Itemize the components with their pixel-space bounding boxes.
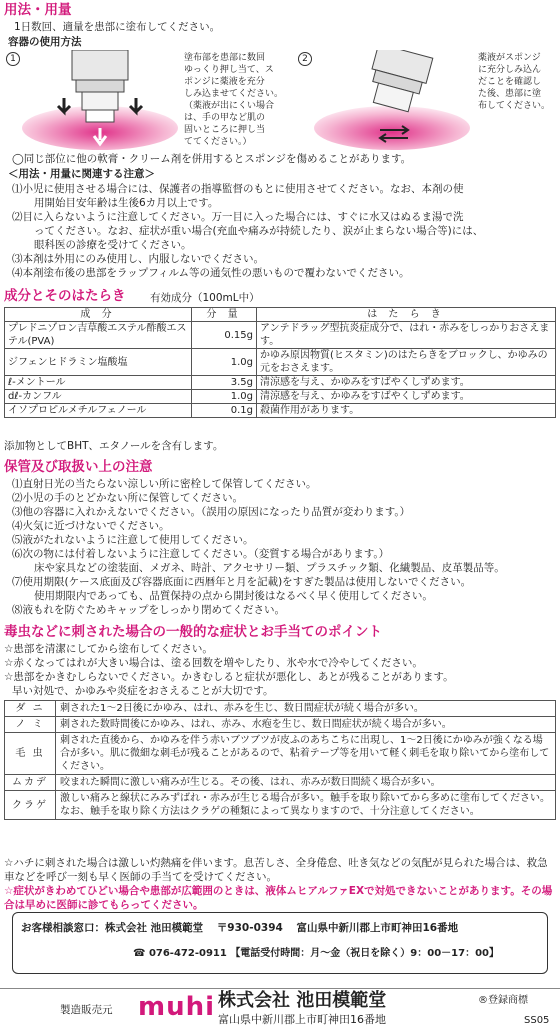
ingredient-name: ジフェンヒドラミン塩酸塩 <box>5 349 192 376</box>
ingredient-amount: 1.0g <box>192 390 257 404</box>
footer-company: 株式会社 池田模範堂 <box>218 990 387 1011</box>
step1-illustration <box>20 50 180 150</box>
storage-item: ⑵小児の手のとどかない所に保管してください。 <box>12 492 243 504</box>
ingredient-action: 殺菌作用があります。 <box>257 404 556 418</box>
ingredients-title: 成分とそのはたらき <box>4 288 126 304</box>
caution-line: ⑷本剤塗布後の患部をラップフィルム等の通気性の悪いもので覆わないでください。 <box>12 267 410 279</box>
maker-label: 製造販売元 <box>60 1004 113 1016</box>
step2-line: だことを確認し <box>478 77 542 87</box>
consult-line1 <box>21 921 458 935</box>
ingredient-name: イソプロピルメチルフェノール <box>5 404 192 418</box>
insect-desc: 刺された数時間後にかゆみ、はれ、赤み、水疱を生じ、数日間症状が続く場合が多い。 <box>56 717 556 733</box>
insect-name: ムカデ <box>5 775 56 791</box>
storage-item: ⑷火気に近づけないでください。 <box>12 520 170 532</box>
ingredient-action: 清涼感を与え、かゆみをすばやくしずめます。 <box>257 390 556 404</box>
insect-point: 早い対処で、かゆみや炎症をおさえることが大切です。 <box>12 685 274 697</box>
insect-name: ノ ミ <box>5 717 56 733</box>
step1-line: （薬液が出にくい場合 <box>184 101 275 111</box>
step1-line: ててください。） <box>184 137 252 147</box>
storage-list <box>12 477 558 617</box>
ingredients-additive: 添加物としてBHT、エタノールを含有します。 <box>4 440 224 452</box>
usage-caution-title: ＜用法・用量に関連する注意＞ <box>8 168 155 180</box>
step2-line: た後、患部に塗 <box>478 89 542 99</box>
consult-line2 <box>133 947 499 961</box>
step2-illustration <box>312 50 472 150</box>
consult-hours: 【電話受付時間：月～金（祝日を除く）9：00－17：00】 <box>230 948 500 959</box>
consult-phone: ☎ 076-472-0911 <box>133 948 227 959</box>
muhi-logo: muhi <box>138 992 216 1022</box>
table-row <box>5 322 556 349</box>
caution-line: 用開始目安年齢は生後6カ月以上です。 <box>34 197 219 209</box>
footer-address: 富山県中新川郡上市町神田16番地 <box>218 1013 386 1026</box>
ingredient-name: プレドニゾロン吉草酸エステル酢酸エステル(PVA) <box>5 322 192 349</box>
footer-divider <box>0 988 560 989</box>
ingredient-action: アンテドラッグ型抗炎症成分で、はれ・赤みをしっかりおさえます。 <box>257 322 556 349</box>
storage-item: 使用期限内であっても、品質保持の点から開封後はなるべく早く使用してください。 <box>34 590 433 602</box>
step2-number: 2 <box>298 52 312 66</box>
caution-line: ⑶本剤は外用にのみ使用し、内服しないでください。 <box>12 253 264 265</box>
warning-note: ☆症状がきわめてひどい場合や患部が広範囲のときは、液体ムヒアルファEXで対処できないことがあります。その場合は早めに医師に診てもらってください。 <box>4 885 553 911</box>
ingredient-amount: 0.15g <box>192 322 257 349</box>
table-row <box>5 733 556 775</box>
step2-text <box>478 52 558 112</box>
table-row <box>5 349 556 376</box>
header-amount: 分 量 <box>192 308 257 322</box>
insect-point: ☆患部を清潔にしてから塗布してください。 <box>4 643 213 655</box>
ingredient-action: かゆみ原因物質(ヒスタミン)のはたらきをブロックし、かゆみの元をおさえます。 <box>257 349 556 376</box>
storage-item: ⑹次の物には付着しないように注意してください。（変質する場合があります。） <box>12 548 390 560</box>
ingredient-name: dℓ-カンフル <box>5 390 192 404</box>
container-title: 容器の使用方法 <box>8 36 82 48</box>
ingredient-amount: 0.1g <box>192 404 257 418</box>
table-header-row <box>5 308 556 322</box>
ingredient-amount: 1.0g <box>192 349 257 376</box>
step1-line: ポンジに薬液を充分 <box>184 77 265 87</box>
usage-cautions <box>12 182 558 280</box>
step1-line: は、手の甲など肌の <box>184 113 266 123</box>
storage-item: ⑶他の容器に入れかえないでください。（誤用の原因になったり品質が変わります。） <box>12 506 411 518</box>
storage-item: ⑸液がたれないように注意して使用してください。 <box>12 534 254 546</box>
usage-line1: 1日数回、適量を患部に塗布してください。 <box>14 21 221 33</box>
step1-line: 固いところに押し当 <box>184 125 266 135</box>
insect-point: ☆患部をかきむしらないでください。かきむしると症状が悪化し、あとが残ることがあります。 <box>4 671 454 683</box>
table-row <box>5 701 556 717</box>
ingredient-name: ℓ-メントール <box>5 376 192 390</box>
caution-line: ⑴小児に使用させる場合には、保護者の指導監督のもとに使用させてください。なお、本剤の使 <box>12 183 464 195</box>
insect-name: クラゲ <box>5 791 56 820</box>
step1-line: しみ込ませてください。 <box>184 89 284 99</box>
table-row <box>5 404 556 418</box>
storage-title: 保管及び取扱い上の注意 <box>4 459 153 475</box>
storage-item: ⑺使用期限(ケース底面及び容器底面に西暦年と月を記載)をすぎた製品は使用しないでください。 <box>12 576 472 588</box>
caution-line: ってください。なお、症状が重い場合(充血や痛みが持続したり、涙が止まらない場合等)には、 <box>34 225 484 237</box>
bee-note: ☆ハチに刺された場合は激しい灼熱痛を伴います。息苦しさ、全身倦怠、吐き気などの気配が見られた場合は、救急車などを呼び一刻も早く医師の手当てを受けてください。 <box>4 857 548 883</box>
consult-box <box>12 912 548 974</box>
step2-line: に充分しみ込ん <box>478 65 542 75</box>
table-row <box>5 376 556 390</box>
insect-name: 毛 虫 <box>5 733 56 775</box>
ingredients-subtitle: 有効成分（100mL中） <box>150 292 260 304</box>
table-row <box>5 717 556 733</box>
ingredient-action: 清涼感を与え、かゆみをすばやくしずめます。 <box>257 376 556 390</box>
step2-line: 薬液がスポンジ <box>478 53 541 63</box>
table-row <box>5 791 556 820</box>
step1-text <box>184 52 294 148</box>
storage-item: ⑻液もれを防ぐためキャップをしっかり閉めてください。 <box>12 604 285 616</box>
step1-number: 1 <box>6 52 20 66</box>
step2-line: 布してください。 <box>478 101 551 111</box>
consult-label: お客様相談窓口：株式会社 池田模範堂 <box>21 922 204 934</box>
insect-desc: 激しい痛みと線状にみみずばれ・赤みが生じる場合が多い。触手を取り除いてから多めに塗布してください。なお、触手を取り除く方法はクラゲの種類によって異なりますので、十分注意してください。 <box>56 791 556 820</box>
insect-desc: 刺された1～2日後にかゆみ、はれ、赤みを生じ、数日間症状が続く場合が多い。 <box>56 701 556 717</box>
insect-desc: 咬まれた瞬間に激しい痛みが生じる。その後、はれ、赤みが数日間続く場合が多い。 <box>56 775 556 791</box>
usage-note: ◯同じ部位に他の軟膏・クリーム剤を併用するとスポンジを傷めることがあります。 <box>12 153 412 165</box>
product-code: SS05 <box>524 1015 550 1026</box>
insects-title: 毒虫などに刺された場合の一般的な症状とお手当てのポイント <box>4 624 382 640</box>
consult-zip: 〒930-0394 <box>216 922 283 934</box>
ingredient-amount: 3.5g <box>192 376 257 390</box>
header-action: は た ら き <box>257 308 556 322</box>
insect-name: ダ ニ <box>5 701 56 717</box>
caution-line: 眼科医の診療を受けてください。 <box>34 239 192 251</box>
trademark: ®登録商標 <box>478 995 528 1006</box>
caution-line: ⑵目に入らないように注意してください。万一目に入った場合には、すぐに水又はぬるま湯で洗 <box>12 211 464 223</box>
consult-address: 富山県中新川郡上市町神田16番地 <box>296 922 459 934</box>
storage-item: 床や家具などの塗装面、メガネ、時計、アクセサリー類、プラスチック類、化繊製品、皮革製品等。 <box>34 562 505 574</box>
storage-item: ⑴直射日光の当たらない涼しい所に密栓して保管してください。 <box>12 478 317 490</box>
insects-table <box>4 700 556 820</box>
step1-line: 塗布部を患部に数回 <box>184 53 266 63</box>
ingredients-table <box>4 307 556 418</box>
insect-point: ☆赤くなってはれが大きい場合は、塗る回数を増やしたり、氷や水で冷やしてください。 <box>4 657 423 669</box>
table-row <box>5 390 556 404</box>
usage-title: 用法・用量 <box>4 2 72 18</box>
insect-desc: 刺された直後から、かゆみを伴う赤いブツブツが皮ふのあちこちに出現し、1～2日後にかゆみが強くなる場合が多い。肌に微細な刺毛が残ることがあるので、粘着テープ等を用いて軽く刺毛を取り除いてから塗布してください。 <box>56 733 556 775</box>
table-row <box>5 775 556 791</box>
header-name: 成 分 <box>5 308 192 322</box>
insects-points <box>4 642 556 698</box>
step1-line: ゆっくり押し当て、ス <box>184 65 274 75</box>
